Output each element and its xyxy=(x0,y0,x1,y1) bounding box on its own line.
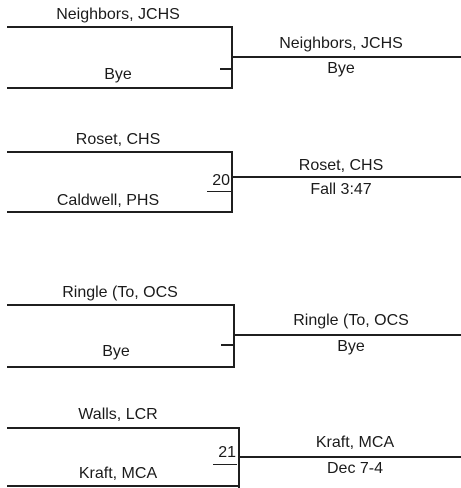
winner-name: Ringle (To, OCS xyxy=(293,312,409,329)
bout-number: 20 xyxy=(212,172,230,189)
bracket-line xyxy=(7,26,233,28)
wrestler-bottom-name: Bye xyxy=(102,343,130,360)
bracket-connector xyxy=(233,304,235,368)
wrestler-top-name: Ringle (To, OCS xyxy=(62,284,178,301)
winner-line xyxy=(231,56,461,58)
wrestler-bottom-name: Kraft, MCA xyxy=(78,465,158,482)
bracket-connector xyxy=(231,151,233,213)
match-result: Fall 3:47 xyxy=(310,181,372,198)
wrestler-top-name: Roset, CHS xyxy=(75,131,161,148)
bout-number: 21 xyxy=(218,444,236,461)
bracket-line xyxy=(7,87,233,89)
bracket-line xyxy=(7,366,235,368)
bracket-line xyxy=(7,151,233,153)
bracket-line xyxy=(7,304,235,306)
match-result: Bye xyxy=(327,60,355,77)
wrestler-bottom-name: Bye xyxy=(104,66,132,83)
winner-line xyxy=(233,334,461,336)
winner-name: Roset, CHS xyxy=(298,157,384,174)
bout-number-underline xyxy=(213,464,237,465)
bout-number-underline xyxy=(207,191,231,192)
wrestler-bottom-name: Caldwell, PHS xyxy=(56,192,160,209)
winner-line xyxy=(238,456,461,458)
winner-line xyxy=(231,176,461,178)
bracket-tick xyxy=(221,344,233,346)
bracket-line xyxy=(7,485,240,487)
match-result: Bye xyxy=(337,338,365,355)
wrestler-top-name: Walls, LCR xyxy=(78,406,158,423)
match-result: Dec 7-4 xyxy=(326,460,384,477)
bracket-tick xyxy=(220,68,232,70)
winner-name: Neighbors, JCHS xyxy=(279,35,403,52)
wrestler-top-name: Neighbors, JCHS xyxy=(56,6,180,23)
winner-name: Kraft, MCA xyxy=(315,434,395,451)
bracket-line xyxy=(7,427,240,429)
bracket-line xyxy=(7,211,233,213)
